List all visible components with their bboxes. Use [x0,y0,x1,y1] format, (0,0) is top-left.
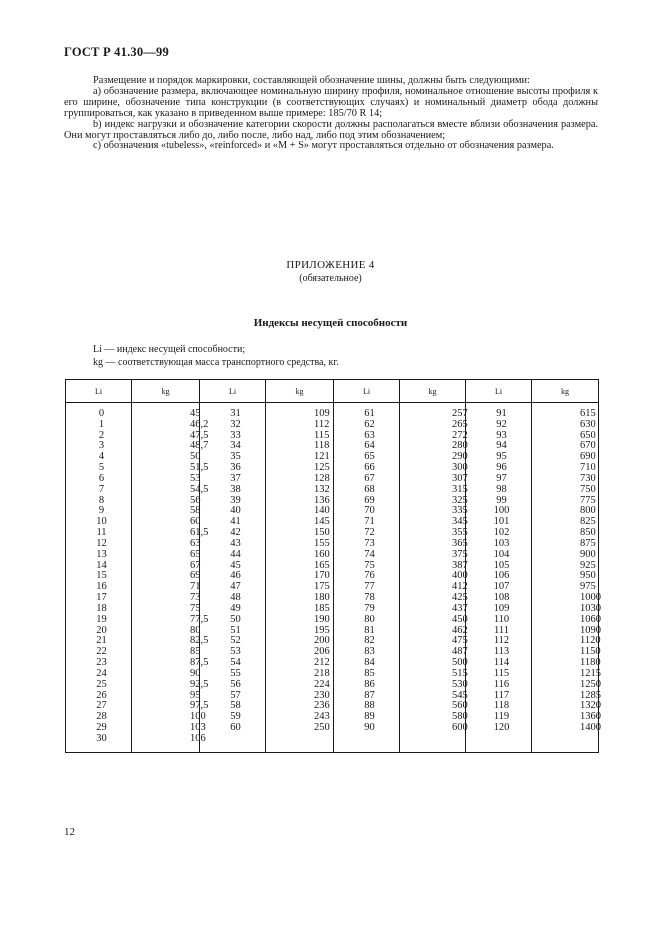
li-value: 17 [96,592,107,604]
header-kg: kg [266,380,334,403]
kg-value: 132 [314,483,330,495]
li-value: 99 [496,494,507,506]
li-value: 46 [230,570,241,582]
li-value: 8 [98,494,105,506]
kg-value: 630 [580,418,596,430]
li-value: 80 [364,613,375,625]
li-value: 47 [230,581,241,593]
kg-value: 425 [452,592,468,604]
kg-value: 800 [580,505,596,517]
header-li: Li [334,380,400,403]
li-value: 32 [230,418,241,430]
kg-value: 145 [314,516,330,528]
kg-value: 100 [190,711,206,723]
body-text [64,76,598,152]
li-value: 93 [496,429,507,441]
legend [93,343,339,369]
kg-value: 1215 [580,667,601,679]
li-value: 105 [493,559,510,571]
kg-value: 67 [190,559,201,571]
li-value: 41 [230,516,241,528]
legend-kg: kg — соответствующая масса транспортного средства, кг. [93,357,339,368]
li-column [66,403,132,753]
kg-value: 160 [314,548,330,560]
document-header: ГОСТ Р 41.30—99 [64,45,169,59]
kg-value: 48,7 [190,440,209,452]
li-value: 43 [230,537,241,549]
kg-value: 136 [314,494,330,506]
kg-value: 56 [190,494,201,506]
header-kg: kg [132,380,200,403]
li-value: 65 [364,451,375,463]
kg-value: 155 [314,537,330,549]
li-value: 106 [493,570,510,582]
li-value: 25 [96,678,107,690]
li-value: 103 [493,537,510,549]
kg-value: 60 [190,516,201,528]
li-value: 57 [230,689,241,701]
li-value: 48 [230,592,241,604]
li-value: 49 [230,602,241,614]
li-value: 3 [98,440,105,452]
li-value: 68 [364,483,375,495]
kg-value: 53 [190,472,201,484]
li-value: 35 [230,451,241,463]
li-value: 64 [364,440,375,452]
kg-value: 850 [580,527,596,539]
li-value: 78 [364,592,375,604]
kg-value: 80 [190,624,201,636]
header-li: Li [66,380,132,403]
li-value: 70 [364,505,375,517]
kg-value: 355 [452,527,468,539]
kg-value: 265 [452,418,468,430]
kg-value: 387 [452,559,468,571]
kg-value: 437 [452,602,468,614]
li-value: 73 [364,537,375,549]
kg-value: 51,5 [190,462,209,474]
li-value: 14 [96,559,107,571]
li-value: 84 [364,657,375,669]
li-value: 63 [364,429,375,441]
li-value: 82 [364,635,375,647]
li-value: 69 [364,494,375,506]
li-value: 100 [493,505,510,517]
kg-value: 1250 [580,678,601,690]
li-value: 77 [364,581,375,593]
li-value: 31 [230,408,241,419]
kg-value: 475 [452,635,468,647]
li-value: 85 [364,667,375,679]
kg-value: 165 [314,559,330,571]
li-value: 55 [230,667,241,679]
li-value: 114 [493,657,510,669]
kg-value: 950 [580,570,596,582]
kg-value: 307 [452,472,468,484]
kg-value: 400 [452,570,468,582]
li-value: 90 [364,722,375,734]
li-value: 45 [230,559,241,571]
kg-column [400,403,466,753]
kg-value: 335 [452,505,468,517]
li-value: 101 [493,516,510,528]
li-value: 1 [98,418,105,430]
kg-value: 900 [580,548,596,560]
header-kg: kg [400,380,466,403]
li-value: 28 [96,711,107,723]
kg-value: 195 [314,624,330,636]
li-value: 62 [364,418,375,430]
li-column [334,403,400,753]
kg-value: 375 [452,548,468,560]
kg-value: 515 [452,667,468,679]
li-value: 29 [96,722,107,734]
kg-value: 54,5 [190,483,209,495]
kg-value: 58 [190,505,201,517]
li-value: 11 [96,527,107,539]
kg-value: 1360 [580,711,601,723]
li-value: 12 [96,537,107,549]
kg-value: 1180 [580,657,601,669]
li-value: 116 [493,678,510,690]
li-value: 102 [493,527,510,539]
section-title: Индексы несущей способности [253,317,408,329]
kg-value: 115 [314,429,330,441]
li-value: 91 [496,408,507,419]
kg-value: 925 [580,559,596,571]
kg-value: 200 [314,635,330,647]
kg-value: 690 [580,451,596,463]
li-value: 104 [493,548,510,560]
li-value: 18 [96,602,107,614]
li-value: 98 [496,483,507,495]
li-value: 59 [230,711,241,723]
kg-value: 175 [314,581,330,593]
li-value: 118 [493,700,510,712]
li-value: 0 [98,408,105,419]
kg-value: 730 [580,472,596,484]
kg-value: 280 [452,440,468,452]
li-value: 5 [98,462,105,474]
li-value: 112 [493,635,510,647]
li-value: 9 [98,505,105,517]
legend-li: Li — индекс несущей способности; [93,344,246,355]
kg-value: 180 [314,592,330,604]
appendix-subtitle: (обязательное) [299,273,362,284]
kg-value: 600 [452,722,468,734]
kg-value: 106 [190,732,206,744]
li-value: 113 [493,646,510,658]
kg-value: 450 [452,613,468,625]
li-value: 119 [493,711,510,723]
li-value: 115 [493,667,510,679]
kg-value: 47,5 [190,429,209,441]
kg-value: 250 [314,722,330,734]
kg-value: 615 [580,408,596,419]
kg-value: 975 [580,581,596,593]
li-value: 53 [230,646,241,658]
kg-value: 650 [580,429,596,441]
kg-value: 103 [190,722,206,734]
li-value: 94 [496,440,507,452]
li-value: 92 [496,418,507,430]
kg-value: 1400 [580,722,601,734]
kg-value: 218 [314,667,330,679]
kg-value: 50 [190,451,201,463]
kg-value: 45 [190,408,201,419]
header-kg: kg [532,380,599,403]
paragraph-c: с) обозначения «tubeless», «reinforced» и «M + S» могут проставляться отдельно от обозначения размера. [93,140,554,152]
li-value: 26 [96,689,107,701]
kg-value: 325 [452,494,468,506]
kg-value: 1030 [580,602,601,614]
header-li: Li [200,380,266,403]
li-column [466,403,532,753]
kg-value: 345 [452,516,468,528]
li-value: 117 [493,689,510,701]
appendix-title: ПРИЛОЖЕНИЕ 4 [286,259,375,271]
li-value: 39 [230,494,241,506]
kg-value: 97,5 [190,700,209,712]
li-value: 86 [364,678,375,690]
kg-value: 128 [314,472,330,484]
kg-value: 1090 [580,624,601,636]
kg-value: 212 [314,657,330,669]
li-value: 16 [96,581,107,593]
li-value: 89 [364,711,375,723]
li-value: 71 [364,516,375,528]
header-li: Li [466,380,532,403]
li-value: 51 [230,624,241,636]
kg-value: 121 [314,451,330,463]
kg-value: 272 [452,429,468,441]
li-value: 30 [96,732,107,744]
li-value: 42 [230,527,241,539]
kg-value: 1320 [580,700,601,712]
kg-value: 206 [314,646,330,658]
li-value: 10 [96,516,107,528]
li-value: 109 [493,602,510,614]
kg-value: 95 [190,689,201,701]
li-value: 13 [96,548,107,560]
kg-value: 290 [452,451,468,463]
li-value: 110 [493,613,510,625]
kg-value: 545 [452,689,468,701]
kg-value: 75 [190,602,201,614]
li-value: 111 [494,624,509,636]
kg-value: 69 [190,570,201,582]
li-value: 37 [230,472,241,484]
kg-value: 560 [452,700,468,712]
li-value: 81 [364,624,375,636]
table-body-row [66,403,599,753]
li-value: 21 [96,635,107,647]
li-value: 40 [230,505,241,517]
paragraph-a: а) обозначение размера, включающее номинальную ширину профиля, номинальное отношение высоты профиля к его ширине, обозначение типа конструкции (в соответствующих случаях) и номинальный диаметр обода должны группироваться, как указано в приведенном выше примере: 185/70 R 14; [64,85,598,119]
li-value: 54 [230,657,241,669]
kg-value: 82,5 [190,635,209,647]
kg-value: 257 [452,408,468,419]
li-value: 79 [364,602,375,614]
li-value: 44 [230,548,241,560]
li-value: 83 [364,646,375,658]
kg-value: 112 [314,418,330,430]
li-value: 52 [230,635,241,647]
kg-value: 315 [452,483,468,495]
li-value: 96 [496,462,507,474]
kg-column [132,403,209,753]
kg-value: 109 [314,408,330,419]
kg-value: 875 [580,537,596,549]
li-value: 61 [364,408,375,419]
kg-value: 580 [452,711,468,723]
kg-value: 140 [314,505,330,517]
li-value: 108 [493,592,510,604]
kg-value: 125 [314,462,330,474]
li-value: 2 [98,429,105,441]
kg-value: 236 [314,700,330,712]
kg-value: 500 [452,657,468,669]
li-value: 6 [98,472,105,484]
kg-value: 365 [452,537,468,549]
li-value: 120 [493,722,510,734]
kg-value: 85 [190,646,201,658]
kg-value: 170 [314,570,330,582]
kg-column [532,403,599,753]
li-value: 56 [230,678,241,690]
li-value: 87 [364,689,375,701]
kg-value: 412 [452,581,468,593]
li-value: 15 [96,570,107,582]
li-value: 20 [96,624,107,636]
kg-value: 1060 [580,613,601,625]
kg-value: 73 [190,592,201,604]
li-value: 58 [230,700,241,712]
kg-value: 750 [580,483,596,495]
kg-value: 118 [314,440,330,452]
kg-value: 77,5 [190,613,209,625]
li-value: 23 [96,657,107,669]
kg-value: 825 [580,516,596,528]
kg-value: 190 [314,613,330,625]
kg-value: 230 [314,689,330,701]
li-value: 66 [364,462,375,474]
kg-value: 243 [314,711,330,723]
li-value: 34 [230,440,241,452]
kg-value: 530 [452,678,468,690]
kg-column [266,403,334,753]
li-value: 24 [96,667,107,679]
kg-value: 775 [580,494,596,506]
li-value: 95 [496,451,507,463]
kg-value: 224 [314,678,330,690]
kg-value: 1285 [580,689,601,701]
kg-value: 710 [580,462,596,474]
li-value: 74 [364,548,375,560]
kg-value: 71 [190,581,201,593]
kg-value: 90 [190,667,201,679]
li-value: 4 [98,451,105,463]
li-value: 75 [364,559,375,571]
li-value: 88 [364,700,375,712]
kg-value: 670 [580,440,596,452]
kg-value: 61,5 [190,527,209,539]
li-value: 60 [230,722,241,734]
kg-value: 487 [452,646,468,658]
li-column [200,403,266,753]
li-value: 19 [96,613,107,625]
li-value: 76 [364,570,375,582]
kg-value: 63 [190,537,201,549]
kg-value: 185 [314,602,330,614]
li-value: 67 [364,472,375,484]
table-header-row [66,380,599,403]
page-number: 12 [64,826,75,838]
li-value: 7 [98,483,105,495]
kg-value: 65 [190,548,201,560]
paragraph-b: b) индекс нагрузки и обозначение категории скорости должны располагаться вместе вблизи обозначения размера. Они могут проставляться либо до, либо после, либо над, либо под этим обозначением; [64,118,598,141]
li-value: 107 [493,581,510,593]
kg-value: 46,2 [190,418,209,430]
kg-value: 300 [452,462,468,474]
li-value: 97 [496,472,507,484]
li-value: 50 [230,613,241,625]
kg-value: 87,5 [190,657,209,669]
li-value: 72 [364,527,375,539]
kg-value: 1150 [580,646,601,658]
kg-value: 150 [314,527,330,539]
li-value: 38 [230,483,241,495]
li-value: 22 [96,646,107,658]
kg-value: 92,5 [190,678,209,690]
kg-value: 462 [452,624,468,636]
li-value: 36 [230,462,241,474]
load-index-table [65,379,599,753]
li-value: 27 [96,700,107,712]
kg-value: 1120 [580,635,601,647]
paragraph-intro: Размещение и порядок маркировки, составляющей обозначение шины, должны быть следующими: [93,75,530,86]
kg-value: 1000 [580,592,601,604]
li-value: 33 [230,429,241,441]
